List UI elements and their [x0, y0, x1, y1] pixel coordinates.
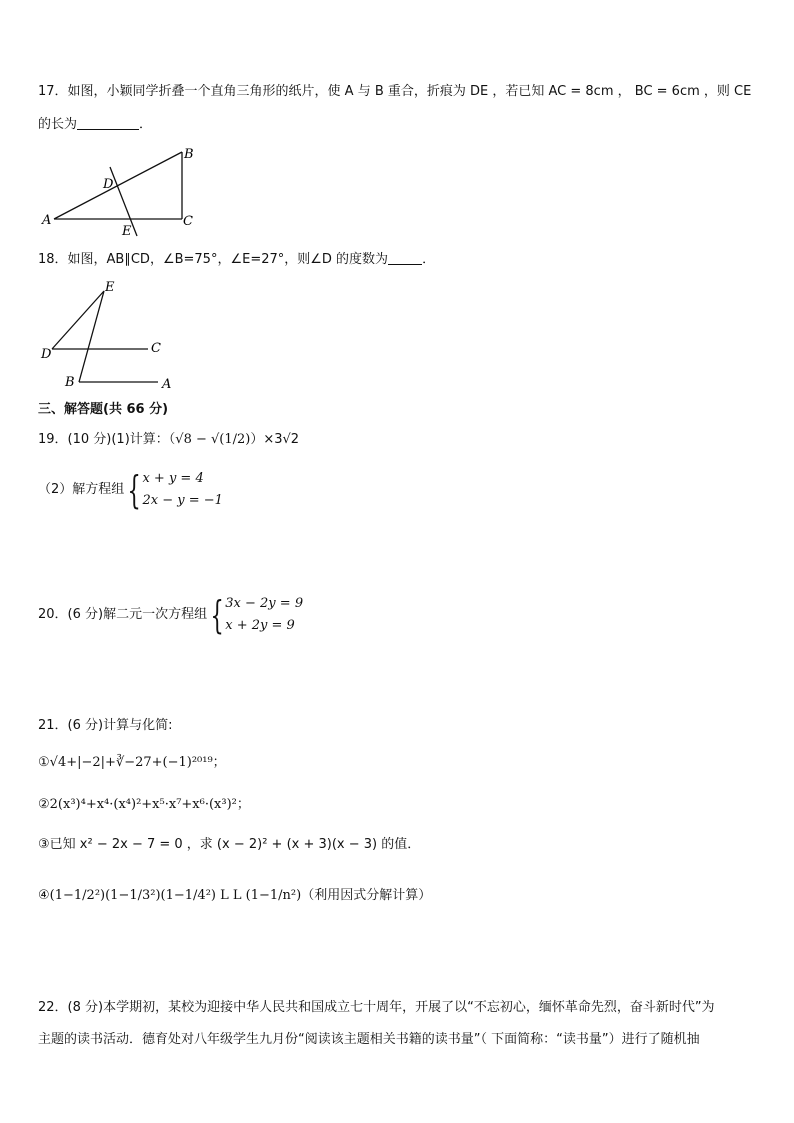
system-brace: { — [127, 468, 142, 512]
label-E: E — [105, 280, 115, 295]
label-C: C — [151, 341, 161, 356]
system-brace: { — [210, 593, 224, 637]
q19-radical-expression: √8 − √(1/2) — [175, 432, 251, 447]
q21-title: 21．(6 分)计算与化简: — [38, 718, 173, 733]
equation-2: x + 2y = 9 — [225, 618, 295, 633]
q17-line2: 的长为 ． — [38, 117, 153, 132]
q19-part1: 19．(10 分)(1)计算：（√8 − √(1/2)）×3√2 — [38, 432, 300, 447]
product-expression: (1−1/2²)(1−1/3²)(1−1/4²) L L (1−1/n²) — [49, 888, 302, 903]
label-E: E — [122, 224, 132, 238]
equation-1: x + y = 4 — [142, 471, 204, 486]
section-title: 三、解答题(共 66 分) — [38, 402, 169, 417]
q20: 20．(6 分)解二元一次方程组 { 3x − 2y = 9 x + 2y = 9 — [38, 593, 304, 637]
label-A: A — [162, 377, 172, 392]
q19-part2: （2）解方程组 { x + y = 4 2x − y = −1 — [38, 468, 223, 512]
answer-blank[interactable] — [77, 115, 139, 130]
label-C: C — [183, 214, 193, 229]
q18-line: 18．如图，AB∥CD，∠B=75°，∠E=27°，则∠D 的度数为 ． — [38, 252, 436, 267]
label-B: B — [184, 147, 194, 162]
label-D: D — [103, 177, 114, 192]
q18-parallel-figure — [38, 278, 178, 393]
label-B: B — [65, 375, 75, 390]
label-A: A — [42, 213, 52, 228]
label-D: D — [41, 347, 52, 362]
q17-triangle-figure — [40, 140, 210, 238]
q17-line1: 17．如图，小颖同学折叠一个直角三角形的纸片，使 A 与 B 重合，折痕为 DE ，若已知 AC = 8cm ， BC = 6cm ，则 CE — [38, 84, 752, 99]
q21-item4: ④(1−1/2²)(1−1/3²)(1−1/4²) L L (1−1/n²)（利用因式分解计算） — [38, 888, 432, 903]
q21-item2: ②2(x³)⁴+x⁴·(x⁴)²+x⁵·x⁷+x⁶·(x³)²； — [38, 797, 250, 812]
answer-blank[interactable] — [388, 250, 422, 265]
q21-item1: ①√4+|−2|+∛−27+(−1)²⁰¹⁹； — [38, 755, 226, 770]
q22-line1: 22．(8 分)本学期初，某校为迎接中华人民共和国成立七十周年，开展了以“不忘初心，缅怀革命先烈，奋斗新时代”为 — [38, 1000, 715, 1015]
equation-1: 3x − 2y = 9 — [225, 596, 304, 611]
q22-line2: 主题的读书活动．德育处对八年级学生九月份“阅读该主题相关书籍的读书量”（ 下面简称：“读书量”）进行了随机抽 — [38, 1032, 700, 1047]
equation-2: 2x − y = −1 — [142, 493, 223, 508]
q21-item3: ③已知 x² − 2x − 7 = 0 ，求 (x − 2)² + (x + 3)(x − 3) 的值． — [38, 837, 421, 852]
segment-AB — [54, 152, 182, 219]
